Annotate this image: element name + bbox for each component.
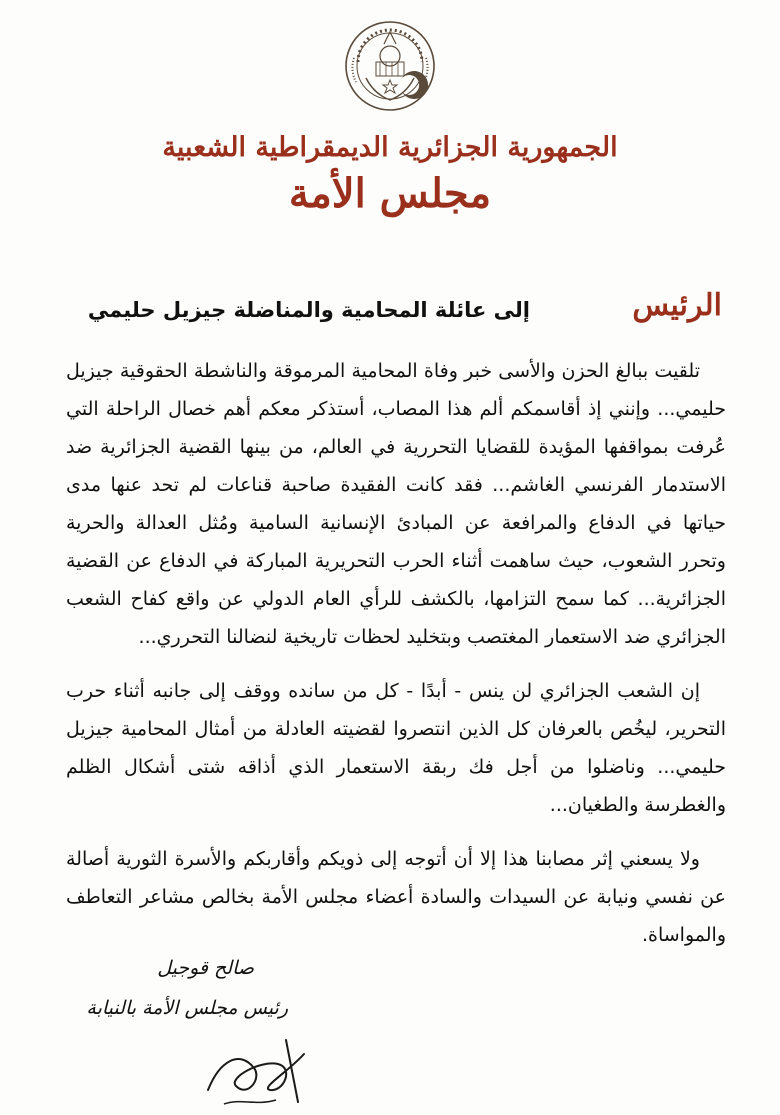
handwritten-signature-icon	[200, 1020, 320, 1110]
republic-heading: الجمهورية الجزائرية الديمقراطية الشعبية	[162, 132, 618, 163]
paragraph-3: ولا يسعني إثر مصابنا هذا إلا أن أتوجه إلى ذويكم وأقاربكم والأسرة الثورية أصالة عن نفسي ونيابة عن السيدات والسادة أعضاء مجلس الأمة بخالص مشاعر التعاطف والمواساة.	[66, 848, 726, 946]
paragraph-1: تلقيت ببالغ الحزن والأسى خبر وفاة المحامية المرموقة والناشطة الحقوقية جيزيل حليمي... وإنني إذ أقاسمكم ألم هذا المصاب، أستذكر معكم أهم خصال الراحلة التي عُرفت بمواقفها المؤيدة للقضايا التحررية في العالم، من بينها القضية الجزائرية ضد الاستدمار الفرنسي الغاشم... فقد كانت الفقيدة صاحبة قناعات لم تحد عنها مدى حياتها في الدفاع والمرافعة عن المبادئ الإنسانية السامية ومُثل العدالة والحرية وتحرر الشعوب، حيث ساهمت أثناء الحرب التحريرية المباركة في الدفاع عن القضية الجزائرية... كما سمح التزامها، بالكشف للرأي العام الدولي عن واقع كفاح الشعب الجزائري ضد الاستعمار المغتصب وبتخليد لحظات تاريخية لنضالنا التحرري...	[66, 360, 726, 648]
signatory-name: صالح قوجيل	[157, 957, 254, 979]
paragraph-2: إن الشعب الجزائري لن ينس - أبدًا - كل من سانده ووقف إلى جانبه أثناء حرب التحرير، ليخُص بالعرفان كل الذين انتصروا لقضيته العادلة من أمثال المحامية جيزيل حليمي... وناضلوا من أجل فك ربقة الاستعمار الذي أذاقه شتى أشكال الظلم والغطرسة والطغيان...	[66, 680, 726, 816]
letter-body	[66, 352, 726, 970]
signatory-title: رئيس مجلس الأمة بالنيابة	[86, 997, 288, 1019]
council-heading: مجلس الأمة	[288, 170, 492, 217]
president-label: الرئيس	[632, 288, 722, 323]
state-emblem-icon	[344, 18, 436, 116]
recipient-line: إلى عائلة المحامية والمناضلة جيزيل حليمي	[87, 298, 530, 322]
